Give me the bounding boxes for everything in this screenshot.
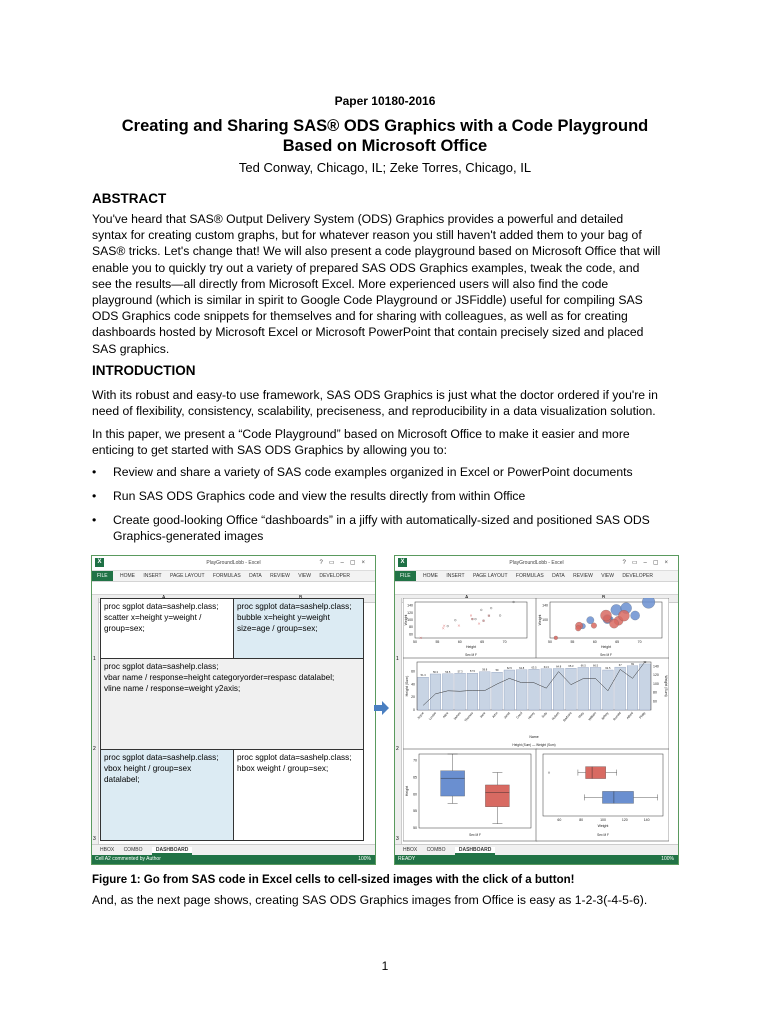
bar-y-label: Height (Sum)	[405, 675, 409, 697]
ribbon-tab-developer[interactable]: DEVELOPER	[319, 573, 350, 579]
ribbon-tab-page-layout[interactable]: PAGE LAYOUT	[472, 573, 508, 579]
formula-bar[interactable]	[395, 582, 678, 595]
bar	[430, 674, 441, 710]
bar-category-label: Joyce	[416, 711, 425, 721]
bar-category-label: Jane	[478, 711, 487, 719]
abstract-line: You've heard that SAS® Output Delivery System (ODS) Graphics provides a powerful and detailed	[92, 212, 624, 226]
bar	[455, 673, 466, 710]
code-line: vline name / response=weight y2axis;	[104, 684, 241, 693]
abstract-heading: ABSTRACT	[92, 191, 167, 206]
sheet-tabs	[92, 844, 375, 855]
bubble-x-tick: 55	[570, 640, 575, 644]
bubble-female	[575, 625, 581, 631]
bar-category-label: William	[587, 711, 598, 722]
bar-category-label: John	[491, 711, 499, 719]
vbox-y-label: Height	[405, 785, 409, 797]
bar-category-label: Judy	[540, 711, 548, 719]
bar-data-label: 56.5	[445, 670, 451, 674]
bar-data-label: 66.5	[580, 664, 586, 668]
bar-data-label: 62.5	[605, 667, 611, 670]
ribbon-tabs	[92, 571, 375, 582]
bar-y-tick: 60	[411, 669, 415, 674]
scatter-x-tick: 65	[480, 640, 485, 644]
vbox-box-f	[485, 785, 509, 807]
title-line-1: Creating and Sharing SAS® ODS Graphics with a Code Playground	[121, 117, 649, 135]
scatter-y-tick: 60	[409, 632, 413, 637]
code-line: datalabel;	[104, 775, 140, 784]
bar	[590, 667, 601, 710]
hbox-legend: Sex M F	[597, 833, 609, 837]
bar	[639, 664, 650, 710]
status-bar	[395, 855, 678, 864]
bar-data-label: 62.8	[519, 666, 525, 670]
bullet-dot: •	[92, 489, 97, 503]
bar-y2-tick: 100	[653, 681, 659, 686]
code-line: proc sgplot data=sashelp.class;	[104, 753, 219, 762]
bubble-legend: Sex M F	[600, 653, 612, 657]
scatter-x-tick: 60	[457, 640, 462, 644]
bullet-dot: •	[92, 513, 97, 527]
bar	[541, 669, 552, 710]
bar-data-label: 57.5	[469, 670, 475, 674]
bullet-text: Review and share a variety of SAS code examples organized in Excel or PowerPoint documents	[113, 465, 633, 479]
code-line: size=age / group=sex;	[237, 624, 318, 633]
bar-data-label: 57.3	[457, 670, 463, 674]
bar-category-label: Alice	[441, 711, 450, 719]
ribbon-tab-formulas[interactable]: FORMULAS	[515, 573, 544, 579]
bar-category-label: Ronald	[612, 711, 622, 722]
body-text-after-figure: And, as the next page shows, creating SAS ODS Graphics images from Office is easy as 1-2-3(-4-5-6).	[92, 893, 648, 907]
bar	[603, 670, 614, 710]
code-line: hbox weight / group=sex;	[237, 764, 329, 773]
page-number: 1	[381, 959, 389, 973]
bar-y2-tick: 140	[653, 664, 659, 669]
title-bar	[92, 556, 375, 571]
bar-legend: Height (Sum) — Weight (Sum)	[512, 743, 556, 747]
code-line: bubble x=height y=weight	[237, 613, 330, 622]
ribbon-tab-view[interactable]: VIEW	[298, 573, 311, 579]
abstract-line: syntax for creating custom graphs, but for whatever reason you still haven't added them to your bag of	[92, 228, 642, 243]
abstract-line: see the results—all directly from Microsoft Excel. More experienced users will also find the code	[92, 276, 609, 291]
sheet-tab-dashboard[interactable]: DASHBOARD	[152, 847, 193, 855]
intro-paragraph-2	[92, 426, 684, 458]
bubble-x-tick: 70	[637, 640, 642, 644]
scatter-x-label: Height	[465, 645, 477, 649]
bar-category-label: Robert	[550, 711, 561, 721]
bar-y2-label: Weight (Sum)	[664, 675, 668, 697]
sheet-tab-hbox[interactable]: HBOX	[100, 847, 115, 853]
excel-window-dashboard	[394, 555, 679, 865]
bubble-y-tick: 140	[542, 603, 548, 608]
hbox-box-f	[586, 767, 606, 779]
bar	[492, 672, 503, 710]
bar	[479, 672, 490, 710]
intro-line: need of flexibility, consistency, scalability, preciseness, and reproducibility in a data visualization solution.	[92, 404, 656, 419]
bar-data-label: 51.3	[420, 674, 426, 678]
ribbon-tab-home[interactable]: HOME	[119, 573, 135, 579]
sheet-tab-dashboard[interactable]: DASHBOARD	[455, 847, 496, 855]
ribbon-tab-page-layout[interactable]: PAGE LAYOUT	[169, 573, 205, 579]
scatter-y-label: Weight	[404, 614, 408, 626]
dashboard-charts	[403, 598, 669, 844]
window-title: PlayGroundLobb - Excel	[509, 560, 564, 566]
vbox-y-tick: 65	[413, 775, 417, 780]
row-number[interactable]: 2	[396, 746, 399, 752]
bubble-x-label: Height	[600, 645, 612, 649]
title-bar	[395, 556, 678, 571]
window-controls-icon[interactable]: ?▭–▢×	[319, 560, 371, 566]
ribbon-tab-data[interactable]: DATA	[249, 573, 262, 579]
bullet-item	[92, 488, 684, 504]
bubble-female	[591, 623, 597, 629]
hbox-x-tick: 140	[643, 818, 650, 822]
sheet-tab-combo[interactable]: COMBO	[123, 847, 143, 853]
scatter-y-tick: 120	[407, 610, 413, 615]
row-headers	[395, 598, 402, 844]
abstract-line: dashboards hosted by Microsoft Excel or Microsoft PowerPoint that contain precisely sized and placed	[92, 325, 644, 340]
ribbon-tab-file[interactable]: FILE	[395, 571, 416, 581]
bar-y-tick: 0	[413, 708, 415, 712]
scatter-x-tick: 55	[435, 640, 440, 644]
bar-category-label: Janet	[502, 711, 511, 720]
sheet-tab-combo[interactable]: COMBO	[426, 847, 446, 853]
ribbon-tab-developer[interactable]: DEVELOPER	[622, 573, 653, 579]
bubble-x-tick: 60	[592, 640, 597, 644]
bubble-y-tick: 100	[542, 618, 548, 622]
excel-window-code	[91, 555, 376, 865]
bar	[578, 667, 589, 710]
bubble-male	[587, 616, 594, 623]
bar-category-label: Jeffrey	[600, 711, 610, 721]
bar-data-label: 72	[643, 660, 647, 664]
bubble-x-tick: 50	[548, 640, 552, 644]
hbox-box-m	[602, 791, 633, 803]
scatter-y-tick: 140	[407, 603, 413, 608]
abstract-body	[92, 211, 684, 357]
scatter-x-tick: 50	[413, 640, 417, 644]
bar	[504, 670, 515, 710]
abstract-line: SAS graphics.	[92, 341, 170, 356]
status-text: Cell A2 commented by Author	[95, 856, 161, 862]
ribbon-tab-data[interactable]: DATA	[552, 573, 565, 579]
bar	[553, 669, 564, 710]
bubble-female	[609, 619, 618, 628]
ribbon-tab-formulas[interactable]: FORMULAS	[212, 573, 241, 579]
bar-category-label: Henry	[527, 711, 536, 721]
bar-data-label: 66.5	[593, 664, 599, 668]
bullet-item	[92, 512, 684, 544]
chart-cell-a1	[403, 598, 537, 659]
row-number[interactable]: 1	[93, 656, 96, 662]
paper-title	[0, 116, 770, 156]
bar-category-label: Mary	[577, 711, 585, 720]
bar-data-label: 69	[631, 662, 634, 666]
vbox-y-tick: 55	[413, 809, 417, 814]
status-bar	[92, 855, 375, 864]
sheet-tabs	[395, 844, 678, 855]
bullet-text: Run SAS ODS Graphics code and view the results directly from within Office	[113, 489, 526, 503]
code-cell-b1[interactable]	[233, 598, 364, 659]
bar-data-label: 63.5	[531, 666, 537, 670]
bar-data-label: 65.3	[568, 665, 574, 669]
code-cell-b3[interactable]	[233, 749, 364, 841]
ribbon-tab-view[interactable]: VIEW	[601, 573, 614, 579]
bar-category-label: James	[452, 711, 462, 721]
abstract-line: ODS Graphics code snippets for themselves and for sharing with colleagues, as well as for creating	[92, 309, 628, 324]
ribbon-tab-review[interactable]: REVIEW	[270, 573, 290, 579]
scatter-legend: Sex M F	[465, 653, 477, 657]
bar	[467, 673, 478, 710]
window-controls-icon[interactable]: ?▭–▢×	[622, 560, 674, 566]
vbox-y-tick: 70	[413, 758, 417, 763]
bubble-female	[601, 610, 612, 621]
scatter-x-tick: 70	[502, 640, 507, 644]
code-cell-a3[interactable]	[100, 749, 234, 841]
bubble-female	[554, 636, 558, 640]
bar-category-label: Barbara	[562, 711, 573, 723]
window-title: PlayGroundLobb - Excel	[206, 560, 261, 566]
paper-number: Paper 10180-2016	[334, 94, 436, 108]
authors: Ted Conway, Chicago, IL; Zeke Torres, Chicago, IL	[238, 160, 532, 175]
bar-category-label: Alfred	[625, 711, 635, 721]
chart-cell-a3	[403, 749, 537, 841]
code-line: group=sex;	[104, 624, 145, 633]
code-cell-a1[interactable]	[100, 598, 234, 659]
figure-caption: Figure 1: Go from SAS code in Excel cells to cell-sized images with the click of a button!	[92, 874, 575, 886]
bar-y-tick: 20	[411, 695, 415, 700]
bubble-y-label: Weight	[538, 614, 542, 626]
bar	[627, 666, 638, 710]
abstract-line: playground (which is similar in spirit to Google Code Playground or JSFiddle) useful for compiling SAS	[92, 293, 643, 308]
title-line-2: Based on Microsoft Office	[282, 137, 488, 155]
hbox-x-tick: 80	[579, 818, 584, 822]
row-number[interactable]: 2	[93, 746, 96, 752]
vbox-y-tick: 60	[413, 792, 417, 797]
intro-line: With its robust and easy-to use framework, SAS ODS Graphics is just what the doctor ordered if you're in	[92, 388, 658, 402]
abstract-line: SAS® tricks. Let's change that! We will also present a code playground based on Microsoft Office that will	[92, 244, 661, 259]
bar-data-label: 59.8	[482, 668, 488, 672]
bar	[418, 677, 429, 710]
bar-data-label: 59	[495, 669, 499, 673]
bar	[529, 669, 540, 710]
ribbon-tab-insert[interactable]: INSERT	[143, 573, 162, 579]
row-number[interactable]: 3	[93, 836, 96, 842]
bullet-dot: •	[92, 465, 97, 479]
ribbon-tab-file[interactable]: FILE	[92, 571, 113, 581]
scatter-y-tick: 100	[407, 618, 413, 622]
hbox-x-tick: 60	[557, 818, 562, 822]
arrow-right-icon	[374, 701, 390, 715]
ribbon-tabs	[395, 571, 678, 582]
introduction-heading: INTRODUCTION	[92, 363, 196, 378]
code-line: proc sgplot data=sashelp.class;	[237, 753, 352, 762]
vbox-box-m	[441, 771, 465, 796]
vbox-legend: Sex M F	[469, 833, 481, 837]
hbox-x-tick: 120	[621, 818, 628, 822]
bar-data-label: 64.3	[543, 665, 549, 669]
bar-y-tick: 40	[411, 682, 415, 687]
bar	[566, 668, 577, 710]
code-line: proc sgplot data=sashelp.class;	[104, 662, 219, 671]
bubble-male	[631, 611, 640, 620]
code-line: vbar name / response=height categoryorder=respasc datalabel;	[104, 673, 335, 682]
code-line: scatter x=height y=weight /	[104, 613, 202, 622]
row-headers	[92, 598, 99, 844]
zoom-level[interactable]: 100%	[358, 856, 371, 862]
ribbon-tab-insert[interactable]: INSERT	[446, 573, 465, 579]
formula-bar[interactable]	[92, 582, 375, 595]
ribbon-tab-review[interactable]: REVIEW	[573, 573, 593, 579]
intro-line: In this paper, we present a “Code Playground” based on Microsoft Office to make it easier and more	[92, 427, 630, 441]
bar-data-label: 64.8	[556, 665, 562, 669]
bar-data-label: 62.5	[506, 667, 512, 670]
scatter-y-tick: 80	[409, 625, 413, 630]
hbox-x-tick: 100	[600, 818, 606, 822]
sheet-tab-hbox[interactable]: HBOX	[403, 847, 418, 853]
vbox-y-tick: 50	[413, 826, 417, 830]
bar-category-label: Philip	[638, 711, 647, 720]
bar-data-label: 67	[618, 664, 622, 668]
code-cell-a2[interactable]	[100, 658, 364, 750]
code-line: vbox height / group=sex	[104, 764, 192, 773]
code-line: proc sgplot data=sashelp.class;	[104, 602, 219, 611]
bar	[516, 670, 527, 710]
intro-paragraph-1	[92, 387, 684, 419]
code-line: proc sgplot data=sashelp.class;	[237, 602, 352, 611]
abstract-line: enable you to quickly try out a variety of prepared SAS ODS Graphics examples, tweak the code, and	[92, 260, 640, 275]
bar-y2-tick: 120	[653, 673, 659, 678]
zoom-level[interactable]: 100%	[661, 856, 674, 862]
intro-line: enticing to get started with SAS ODS Graphics by allowing you to:	[92, 443, 447, 458]
bubble-x-tick: 65	[615, 640, 620, 644]
bullet-text: Create good-looking Office “dashboards” in a jiffy with automatically-sized and positioned SAS ODS	[113, 513, 650, 527]
ribbon-tab-home[interactable]: HOME	[422, 573, 438, 579]
bar-data-label: 56.3	[432, 670, 439, 674]
bullet-text: Graphics-generated images	[113, 529, 264, 544]
bar-x-label: Name	[529, 735, 539, 739]
bar-category-label: Thomas	[463, 711, 474, 723]
bar-category-label: Louise	[427, 711, 438, 721]
hbox-x-label: Weight	[597, 824, 609, 828]
bullet-item	[92, 464, 684, 480]
bar-y2-tick: 80	[653, 690, 657, 695]
bar-category-label: Carol	[515, 711, 524, 720]
row-number[interactable]: 1	[396, 656, 399, 662]
bubble-female	[618, 610, 629, 621]
bar	[615, 667, 626, 710]
status-text: READY	[398, 856, 416, 862]
bar-y2-tick: 60	[653, 699, 657, 704]
excel-icon: X	[95, 558, 104, 567]
excel-icon: X	[398, 558, 407, 567]
row-number[interactable]: 3	[396, 836, 399, 842]
